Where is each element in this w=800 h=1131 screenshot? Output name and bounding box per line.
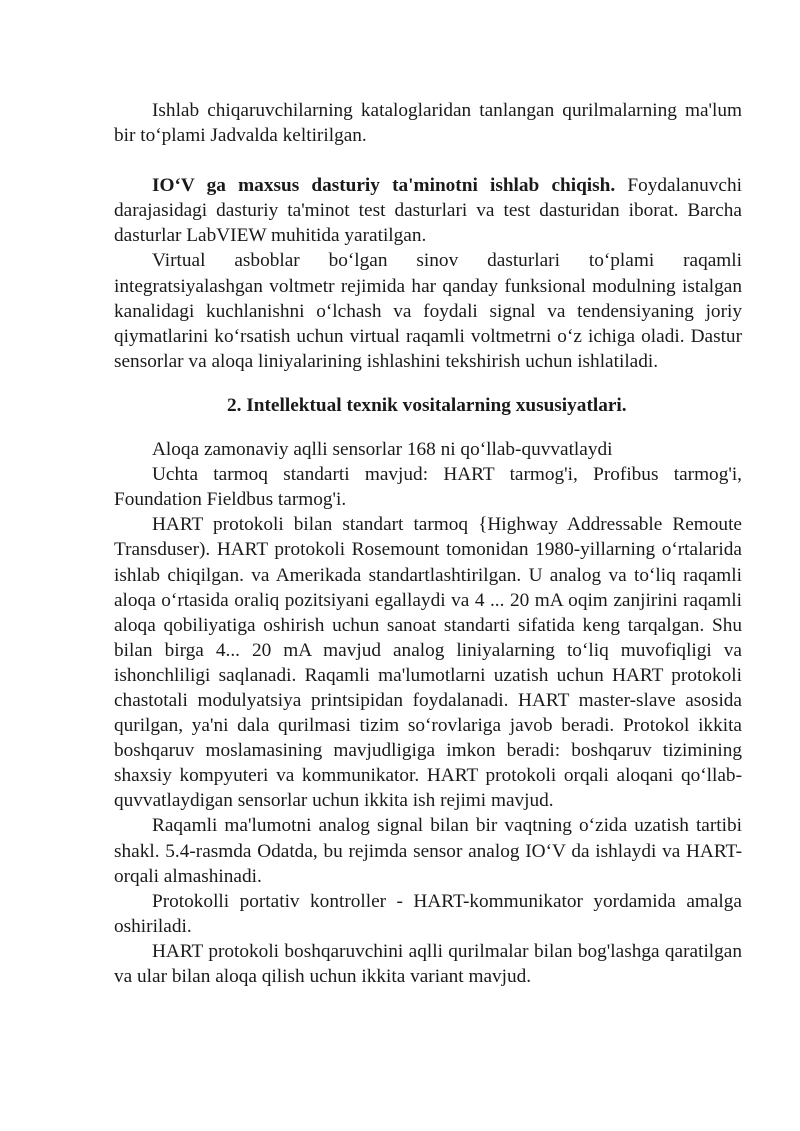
paragraph-smart-sensors: Aloqa zamonaviy aqlli sensorlar 168 ni qo‘llab-quvvatlaydi	[152, 439, 613, 461]
paragraph-software	[114, 173, 742, 248]
paragraph-catalog: Ishlab chiqaruvchilarning kataloglaridan tanlangan qurilmalarning ma'lum bir to‘plami Jadvalda keltirilgan.	[114, 100, 742, 147]
paragraph-digital-analog: Raqamli ma'lumotni analog signal bilan bir vaqtning o‘zida uzatish tartibi shakl. 5.4-rasmda Odatda, bu rejimda sensor analog IO‘V da ishlaydi va HART- orqali almashinadi.	[114, 815, 742, 887]
paragraph-virtual-instruments: Virtual asboblar bo‘lgan sinov dasturlari to‘plami raqamli integratsiyalashgan voltmetr rejimida har qanday funksional modulning istalgan kanalidagi kuchlanishni o‘lchash va foydali signal va tendensiyaning joriy qiymatlarini ko‘rsatish uchun virtual raqamli voltmetrni o‘z ichiga oladi. Dastur sensorlar va aloqa liniyalarining ishlashini tekshirish uchun ishlatiladi.	[114, 250, 742, 372]
document-page	[114, 98, 742, 989]
paragraph-network-standards: Uchta tarmoq standarti mavjud: HART tarmog'i, Profibus tarmog'i, Foundation Fieldbus tarmog'i.	[114, 464, 742, 511]
blank-line	[114, 418, 742, 437]
paragraph-hart-variants: HART protokoli boshqaruvchini aqlli qurilmalar bilan bog'lashga qaratilgan va ular bilan aloqa qilish uchun ikkita variant mavjud.	[114, 940, 742, 987]
section-heading: 2. Intellektual texnik vositalarning xususiyatlari.	[227, 394, 627, 416]
paragraph-portable-controller: Protokolli portativ kontroller - HART-kommunikator yordamida amalga oshiriladi.	[114, 890, 742, 937]
blank-line	[114, 374, 742, 393]
blank-line	[114, 148, 742, 173]
paragraph-software-lead: IO‘V ga maxsus dasturiy ta'minotni ishlab chiqish.	[152, 175, 616, 197]
paragraph-hart-protocol: HART protokoli bilan standart tarmoq {Highway Addressable Remoute Transduser). HART protokoli Rosemount tomonidan 1980-yillarning o‘rtalarida ishlab chiqilgan. va Amerikada standartlashtirilgan. U analog va to‘liq raqamli aloqa o‘rtasida oraliq pozitsiyani egallaydi va 4 ... 20 mA oqim zanjirini raqamli aloqa qobiliyatiga oshirish uchun sanoat standarti sifatida keng tarqalgan. Shu bilan birga 4... 20 mA mavjud analog liniyalarning to‘liq muvofiqligi va ishonchliligi saqlanadi. Raqamli ma'lumotlarni uzatish uchun HART protokoli chastotali modulyatsiya printsipidan foydalanadi. HART master-slave asosida qurilgan, ya'ni dala qurilmasi tizim so‘rovlariga javob beradi. Protokol ikkita boshqaruv moslamasining mavjudligiga imkon beradi: boshqaruv tizimining shaxsiy kompyuteri va kommunikator. HART protokoli orqali aloqani qo‘llab-quvvatlaydigan sensorlar uchun ikkita ish rejimi mavjud.	[114, 514, 742, 812]
paragraph-software-body: Foydalanuvchi darajasidagi dasturiy ta'minot test dasturlari va test dasturidan iborat. Barcha dasturlar LabVIEW muhitida yaratilgan.	[114, 175, 742, 247]
